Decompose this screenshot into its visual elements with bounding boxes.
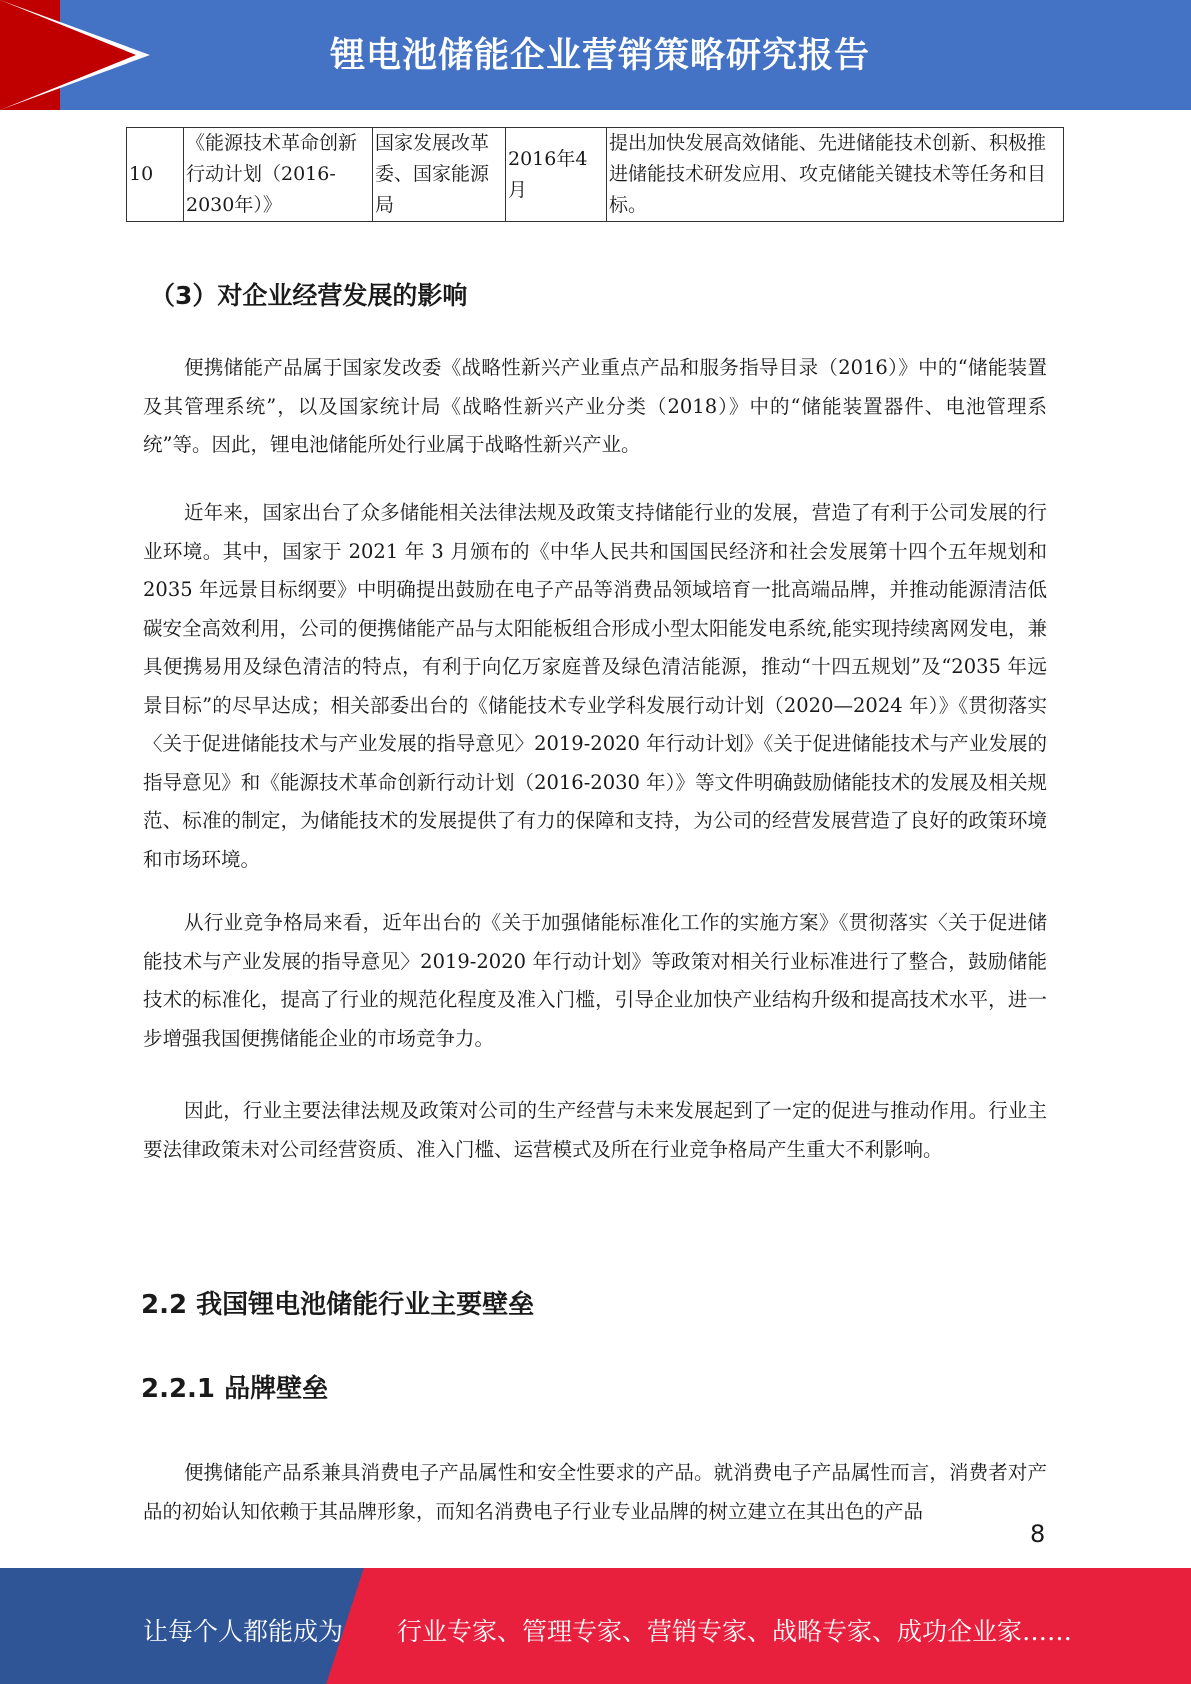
header-red-chevron xyxy=(0,0,136,110)
report-title: 锂电池储能企业营销策略研究报告 xyxy=(330,36,871,76)
footer-slogan-left: 让每个人都能成为 xyxy=(143,1617,344,1646)
table-row xyxy=(127,128,1064,222)
paragraph: 因此，行业主要法律法规及政策对公司的生产经营与未来发展起到了一定的促进与推动作用。行业主要法律政策未对公司经营资质、准入门槛、运营模式及所在行业竞争格局产生重大不利影响。 xyxy=(143,1099,1047,1161)
policy-table xyxy=(126,127,1064,222)
cell-issuer: 国家发展改革委、国家能源局 xyxy=(373,128,506,222)
paragraph: 便携储能产品系兼具消费电子产品属性和安全性要求的产品。就消费电子产品属性而言，消费者对产品的初始认知依赖于其品牌形象，而知名消费电子行业专业品牌的树立建立在其出色的产品 xyxy=(143,1461,1047,1523)
page-number: 8 xyxy=(1030,1520,1046,1548)
page-header xyxy=(0,0,1191,110)
footer-slogan-right: 行业专家、管理专家、营销专家、战略专家、成功企业家…… xyxy=(397,1617,1073,1646)
section-heading-3: （3）对企业经营发展的影响 xyxy=(150,281,468,310)
cell-policy-name: 《能源技术革命创新行动计划（2016-2030年）》 xyxy=(184,128,373,222)
page-footer xyxy=(0,1568,1191,1684)
cell-content: 提出加快发展高效储能、先进储能技术创新、积极推进储能技术研发应用、攻克储能关键技术等任务和目标。 xyxy=(607,128,1064,222)
section-heading-2-2: 2.2 我国锂电池储能行业主要壁垒 xyxy=(141,1290,535,1320)
section-heading-2-2-1: 2.2.1 品牌壁垒 xyxy=(141,1374,329,1404)
paragraph: 近年来，国家出台了众多储能相关法律法规及政策支持储能行业的发展，营造了有利于公司发展的行业环境。其中，国家于 2021 年 3 月颁布的《中华人民共和国国民经济和社会发展第十四个五年规划和 2035 年远景目标纲要》中明确提出鼓励在电子产品等消费品领域培育一批高端品牌，并推动能源清洁低碳安全高效利用，公司的便携储能产品与太阳能板组合形成小型太阳能发电系统,能实现持续离网发电，兼具便携易用及绿色清洁的特点，有利于向亿万家庭普及绿色清洁能源，推动“十四五规划”及“2035 年远景目标”的尽早达成；相关部委出台的《储能技术专业学科发展行动计划（2020—2024 年）》《贯彻落实〈关于促进储能技术与产业发展的指导意见〉2019-2020 年行动计划》《关于促进储能技术与产业发展的指导意见》和《能源技术革命创新行动计划（2016-2030 年）》等文件明确鼓励储能技术的发展及相关规范、标准的制定，为储能技术的发展提供了有力的保障和支持，为公司的经营发展营造了良好的政策环境和市场环境。 xyxy=(143,501,1047,871)
paragraph: 便携储能产品属于国家发改委《战略性新兴产业重点产品和服务指导目录（2016）》中的“储能装置及其管理系统”，以及国家统计局《战略性新兴产业分类（2018）》中的“储能装置器件、电池管理系统”等。因此，锂电池储能所处行业属于战略性新兴产业。 xyxy=(143,356,1047,456)
cell-date: 2016年4月 xyxy=(506,128,607,222)
cell-number: 10 xyxy=(127,128,184,222)
paragraph: 从行业竞争格局来看，近年出台的《关于加强储能标准化工作的实施方案》《贯彻落实〈关于促进储能技术与产业发展的指导意见〉2019-2020 年行动计划》等政策对相关行业标准进行了整合，鼓励储能技术的标准化，提高了行业的规范化程度及准入门槛，引导企业加快产业结构升级和提高技术水平，进一步增强我国便携储能企业的市场竞争力。 xyxy=(143,911,1047,1050)
